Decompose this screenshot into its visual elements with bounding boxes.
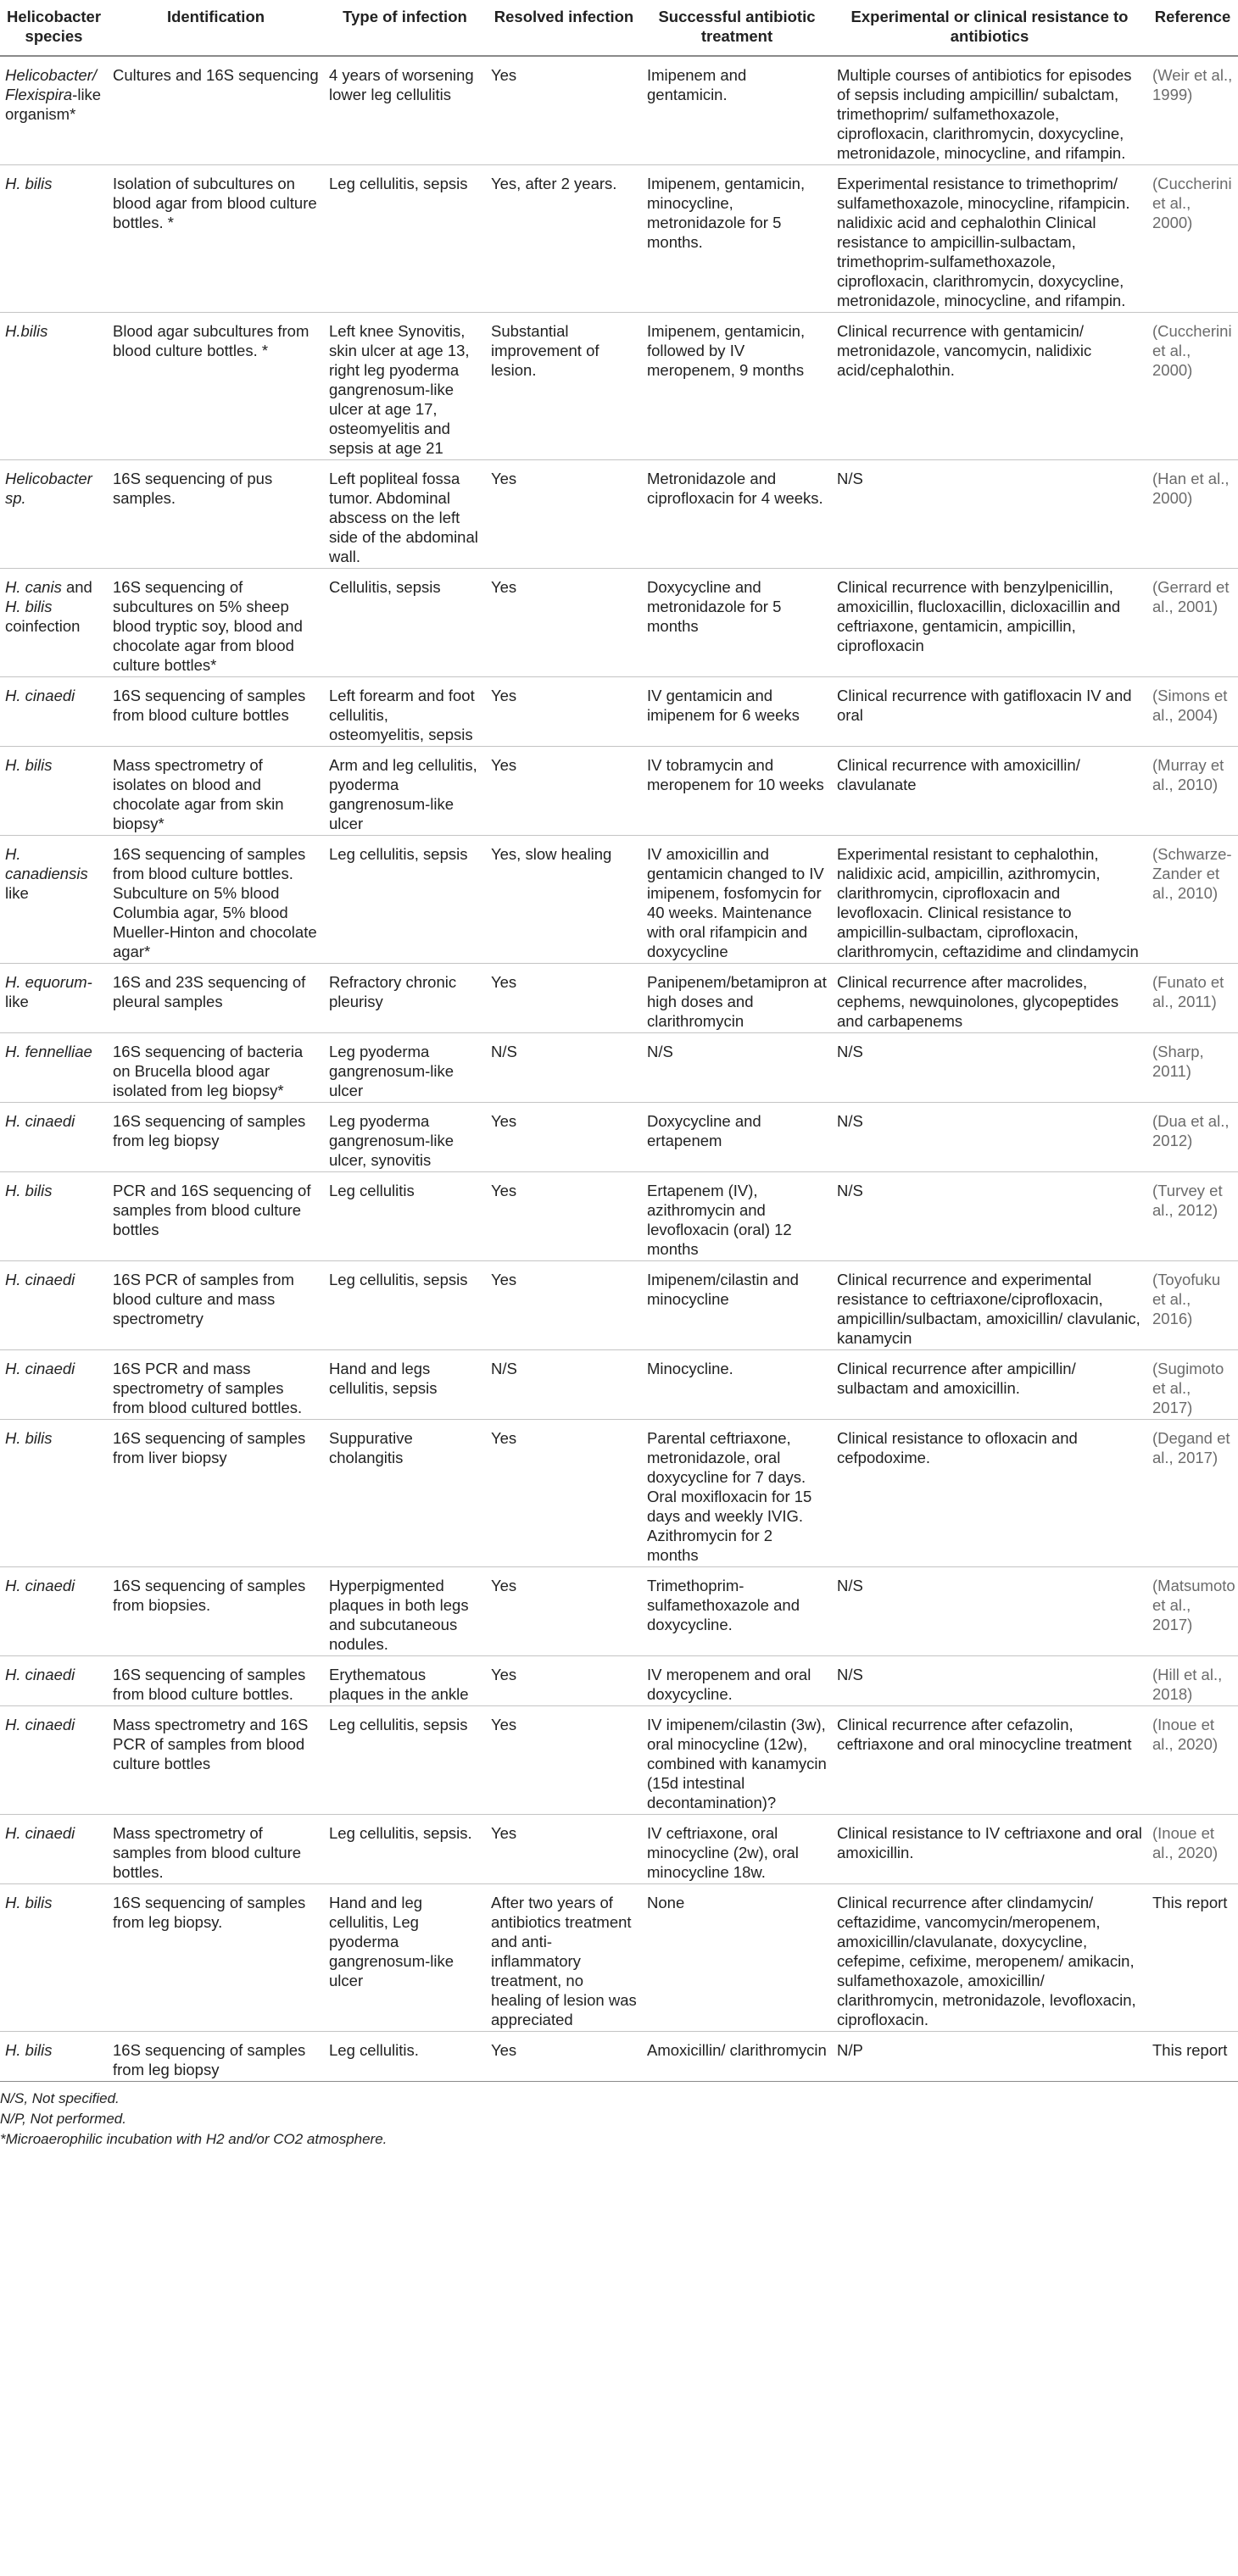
cell-species: H. canis and H. bilis coinfection: [0, 569, 108, 677]
cell-reference: (Schwarze-Zander et al., 2010): [1147, 836, 1238, 964]
cell-resistance: N/S: [832, 1033, 1147, 1103]
header-treatment: Successful antibiotic treatment: [642, 0, 832, 56]
cell-resistance: Clinical resistance to IV ceftriaxone and oral amoxicillin.: [832, 1815, 1147, 1884]
cell-resistance: N/P: [832, 2032, 1147, 2082]
table-row: [0, 569, 1238, 677]
cell-species: H. cinaedi: [0, 1350, 108, 1420]
cell-identification: 16S PCR of samples from blood culture and mass spectrometry: [108, 1261, 324, 1350]
table-row: [0, 313, 1238, 460]
cell-resolved: Yes: [486, 1172, 642, 1261]
cell-identification: 16S sequencing of samples from biopsies.: [108, 1567, 324, 1656]
cell-reference: (Han et al., 2000): [1147, 460, 1238, 569]
cell-treatment: Amoxicillin/ clarithromycin: [642, 2032, 832, 2082]
cell-species: H. equorum-like: [0, 964, 108, 1033]
cell-resolved: Yes: [486, 460, 642, 569]
table-row: [0, 964, 1238, 1033]
cell-infection: Leg cellulitis: [324, 1172, 486, 1261]
table-row: [0, 1103, 1238, 1172]
cell-infection: Leg cellulitis.: [324, 2032, 486, 2082]
cell-species: H. cinaedi: [0, 1103, 108, 1172]
cell-infection: Left popliteal fossa tumor. Abdominal abscess on the left side of the abdominal wall.: [324, 460, 486, 569]
header-resolved: Resolved infection: [486, 0, 642, 56]
cell-treatment: IV amoxicillin and gentamicin changed to IV imipenem, fosfomycin for 40 weeks. Maintenance with oral rifampicin and doxycycline: [642, 836, 832, 964]
cell-infection: Erythematous plaques in the ankle: [324, 1656, 486, 1706]
table-row: [0, 1815, 1238, 1884]
cell-identification: Mass spectrometry and 16S PCR of samples from blood culture bottles: [108, 1706, 324, 1815]
table-row: [0, 1420, 1238, 1567]
cell-identification: 16S sequencing of samples from leg biopsy: [108, 1103, 324, 1172]
cell-reference: (Cuccherini et al., 2000): [1147, 165, 1238, 313]
cell-treatment: Imipenem, gentamicin, minocycline, metronidazole for 5 months.: [642, 165, 832, 313]
cell-identification: 16S sequencing of samples from leg biopsy.: [108, 1884, 324, 2032]
cell-resolved: Yes: [486, 1567, 642, 1656]
table-row: [0, 1261, 1238, 1350]
table-row: [0, 1656, 1238, 1706]
cell-reference: (Inoue et al., 2020): [1147, 1815, 1238, 1884]
cell-identification: 16S sequencing of bacteria on Brucella blood agar isolated from leg biopsy*: [108, 1033, 324, 1103]
cell-treatment: Imipenem and gentamicin.: [642, 56, 832, 165]
cell-identification: Blood agar subcultures from blood culture bottles. *: [108, 313, 324, 460]
cell-resistance: Clinical recurrence with gentamicin/ metronidazole, vancomycin, nalidixic acid/cephalothin.: [832, 313, 1147, 460]
cell-treatment: Doxycycline and ertapenem: [642, 1103, 832, 1172]
cell-resistance: Clinical recurrence with gatifloxacin IV and oral: [832, 677, 1147, 747]
cell-treatment: Ertapenem (IV), azithromycin and levofloxacin (oral) 12 months: [642, 1172, 832, 1261]
cell-identification: PCR and 16S sequencing of samples from blood culture bottles: [108, 1172, 324, 1261]
cell-resolved: Yes: [486, 1656, 642, 1706]
cell-reference: This report: [1147, 2032, 1238, 2082]
cell-species: H. canadiensis like: [0, 836, 108, 964]
cell-resistance: Clinical recurrence with amoxicillin/ clavulanate: [832, 747, 1147, 836]
table-row: [0, 460, 1238, 569]
cell-reference: (Funato et al., 2011): [1147, 964, 1238, 1033]
cell-resistance: Experimental resistance to trimethoprim/ sulfamethoxazole, minocycline, rifampicin. nalidixic acid and cephalothin Clinical resistance to ampicillin-sulbactam, trimethoprim-sulfamethoxazole, ciprofloxacin, clarithromycin, doxycycline, metronidazole, minocycline, and rifampin.: [832, 165, 1147, 313]
cell-resolved: Yes: [486, 747, 642, 836]
cell-reference: (Toyofuku et al., 2016): [1147, 1261, 1238, 1350]
table-row: [0, 1567, 1238, 1656]
cell-infection: Leg cellulitis, sepsis: [324, 165, 486, 313]
header-resistance: Experimental or clinical resistance to antibiotics: [832, 0, 1147, 56]
table-row: [0, 677, 1238, 747]
cell-resistance: N/S: [832, 1103, 1147, 1172]
cell-resistance: Clinical recurrence after macrolides, cephems, newquinolones, glycopeptides and carbapenems: [832, 964, 1147, 1033]
cell-resistance: N/S: [832, 1567, 1147, 1656]
cell-resistance: N/S: [832, 1656, 1147, 1706]
cell-infection: Refractory chronic pleurisy: [324, 964, 486, 1033]
cell-species: H. bilis: [0, 1420, 108, 1567]
cell-identification: Isolation of subcultures on blood agar from blood culture bottles. *: [108, 165, 324, 313]
table-row: [0, 836, 1238, 964]
cell-infection: Leg cellulitis, sepsis.: [324, 1815, 486, 1884]
cell-infection: Leg cellulitis, sepsis: [324, 1261, 486, 1350]
cell-species: H. cinaedi: [0, 1656, 108, 1706]
cell-resistance: Clinical recurrence after clindamycin/ ceftazidime, vancomycin/meropenem, amoxicillin/clavulanate, doxycycline, cefepime, cefixime, meropenem/ amikacin, sulfamethoxazole, amoxicillin/ clarithromycin, metronidazole, levofloxacin, ciprofloxacin.: [832, 1884, 1147, 2032]
cell-resolved: Yes, after 2 years.: [486, 165, 642, 313]
cell-reference: (Sharp, 2011): [1147, 1033, 1238, 1103]
cell-infection: Left knee Synovitis, skin ulcer at age 13, right leg pyoderma gangrenosum-like ulcer at age 17, osteomyelitis and sepsis at age 21: [324, 313, 486, 460]
cell-species: H. cinaedi: [0, 1706, 108, 1815]
table-row: [0, 1350, 1238, 1420]
cell-species: H. cinaedi: [0, 1261, 108, 1350]
cell-reference: (Simons et al., 2004): [1147, 677, 1238, 747]
cell-species: H. bilis: [0, 747, 108, 836]
cell-resolved: Yes: [486, 1103, 642, 1172]
cell-identification: 16S and 23S sequencing of pleural samples: [108, 964, 324, 1033]
cell-reference: (Degand et al., 2017): [1147, 1420, 1238, 1567]
table-row: [0, 1706, 1238, 1815]
cell-resistance: Clinical recurrence with benzylpenicillin, amoxicillin, flucloxacillin, dicloxacillin and ceftriaxone, gentamicin, ampicillin, ciprofloxacin: [832, 569, 1147, 677]
cell-treatment: Metronidazole and ciprofloxacin for 4 weeks.: [642, 460, 832, 569]
table-row: [0, 56, 1238, 165]
cell-resolved: After two years of antibiotics treatment and anti-inflammatory treatment, no healing of lesion was appreciated: [486, 1884, 642, 2032]
cell-infection: Hand and legs cellulitis, sepsis: [324, 1350, 486, 1420]
cell-infection: Leg pyoderma gangrenosum-like ulcer, synovitis: [324, 1103, 486, 1172]
table-row: [0, 2032, 1238, 2082]
cell-resolved: N/S: [486, 1033, 642, 1103]
cell-resolved: Yes: [486, 2032, 642, 2082]
cell-infection: Arm and leg cellulitis, pyoderma gangrenosum-like ulcer: [324, 747, 486, 836]
cell-treatment: IV ceftriaxone, oral minocycline (2w), oral minocycline 18w.: [642, 1815, 832, 1884]
cell-resistance: Clinical recurrence after cefazolin, ceftriaxone and oral minocycline treatment: [832, 1706, 1147, 1815]
cell-treatment: Doxycycline and metronidazole for 5 months: [642, 569, 832, 677]
table-row: [0, 1172, 1238, 1261]
cell-treatment: Trimethoprim-sulfamethoxazole and doxycycline.: [642, 1567, 832, 1656]
cell-resistance: Multiple courses of antibiotics for episodes of sepsis including ampicillin/ subalctam, trimethoprim/ sulfamethoxazole, ciprofloxacin, clarithromycin, doxycycline, metronidazole, minocycline, and rifampin.: [832, 56, 1147, 165]
cell-reference: (Matsumoto et al., 2017): [1147, 1567, 1238, 1656]
cell-treatment: IV meropenem and oral doxycycline.: [642, 1656, 832, 1706]
cell-species: H.bilis: [0, 313, 108, 460]
cell-treatment: N/S: [642, 1033, 832, 1103]
cell-reference: (Hill et al., 2018): [1147, 1656, 1238, 1706]
cell-identification: Mass spectrometry of samples from blood culture bottles.: [108, 1815, 324, 1884]
cell-infection: Leg cellulitis, sepsis: [324, 1706, 486, 1815]
cell-treatment: None: [642, 1884, 832, 2032]
table-body: [0, 56, 1238, 2082]
cell-infection: 4 years of worsening lower leg cellulitis: [324, 56, 486, 165]
cell-species: Helicobacter sp.: [0, 460, 108, 569]
cell-species: H. bilis: [0, 165, 108, 313]
cell-resolved: Yes: [486, 1706, 642, 1815]
cell-resolved: Yes: [486, 1815, 642, 1884]
header-infection: Type of infection: [324, 0, 486, 56]
cell-infection: Cellulitis, sepsis: [324, 569, 486, 677]
cell-species: H. cinaedi: [0, 1815, 108, 1884]
cell-species: H. cinaedi: [0, 1567, 108, 1656]
cell-resolved: Substantial improvement of lesion.: [486, 313, 642, 460]
cell-treatment: Parental ceftriaxone, metronidazole, oral doxycycline for 7 days. Oral moxifloxacin for 15 days and weekly IVIG. Azithromycin for 2 months: [642, 1420, 832, 1567]
cell-reference: (Cuccherini et al., 2000): [1147, 313, 1238, 460]
cell-identification: 16S sequencing of samples from liver biopsy: [108, 1420, 324, 1567]
cell-identification: Cultures and 16S sequencing: [108, 56, 324, 165]
cell-infection: Leg pyoderma gangrenosum-like ulcer: [324, 1033, 486, 1103]
cell-species: H. fennelliae: [0, 1033, 108, 1103]
cell-reference: (Dua et al., 2012): [1147, 1103, 1238, 1172]
cell-treatment: IV tobramycin and meropenem for 10 weeks: [642, 747, 832, 836]
cell-identification: 16S sequencing of samples from blood culture bottles. Subculture on 5% blood Columbia agar, 5% blood Mueller-Hinton and chocolate agar*: [108, 836, 324, 964]
table-row: [0, 1033, 1238, 1103]
cell-resolved: Yes: [486, 569, 642, 677]
footnotes: [0, 2082, 1238, 2150]
table-row: [0, 747, 1238, 836]
cell-resolved: Yes: [486, 964, 642, 1033]
cell-treatment: IV gentamicin and imipenem for 6 weeks: [642, 677, 832, 747]
cell-identification: 16S PCR and mass spectrometry of samples from blood cultured bottles.: [108, 1350, 324, 1420]
footnote-ns: N/S, Not specified.: [0, 2090, 120, 2106]
cell-resistance: N/S: [832, 1172, 1147, 1261]
cell-identification: 16S sequencing of pus samples.: [108, 460, 324, 569]
table-row: [0, 165, 1238, 313]
cell-reference: (Weir et al., 1999): [1147, 56, 1238, 165]
cell-species: H. bilis: [0, 2032, 108, 2082]
footnote-microaerophilic: *Microaerophilic incubation with H2 and/or CO2 atmosphere.: [0, 2131, 388, 2147]
cell-resolved: Yes, slow healing: [486, 836, 642, 964]
cell-species: Helicobacter/ Flexispira-like organism*: [0, 56, 108, 165]
cell-infection: Hyperpigmented plaques in both legs and subcutaneous nodules.: [324, 1567, 486, 1656]
cell-identification: 16S sequencing of samples from leg biopsy: [108, 2032, 324, 2082]
cell-treatment: Minocycline.: [642, 1350, 832, 1420]
cell-reference: (Gerrard et al., 2001): [1147, 569, 1238, 677]
cell-infection: Leg cellulitis, sepsis: [324, 836, 486, 964]
cell-resolved: Yes: [486, 56, 642, 165]
header-row: [0, 0, 1238, 56]
cell-infection: Hand and leg cellulitis, Leg pyoderma gangrenosum-like ulcer: [324, 1884, 486, 2032]
cell-resolved: Yes: [486, 1261, 642, 1350]
cell-identification: 16S sequencing of samples from blood culture bottles.: [108, 1656, 324, 1706]
cell-identification: 16S sequencing of subcultures on 5% sheep blood tryptic soy, blood and chocolate agar from blood culture bottles*: [108, 569, 324, 677]
cell-species: H. cinaedi: [0, 677, 108, 747]
cell-resolved: N/S: [486, 1350, 642, 1420]
cell-treatment: Imipenem, gentamicin, followed by IV meropenem, 9 months: [642, 313, 832, 460]
header-identification: Identification: [108, 0, 324, 56]
cell-resolved: Yes: [486, 1420, 642, 1567]
cell-reference: (Murray et al., 2010): [1147, 747, 1238, 836]
cell-reference: This report: [1147, 1884, 1238, 2032]
table-header: [0, 0, 1238, 56]
cell-identification: 16S sequencing of samples from blood culture bottles: [108, 677, 324, 747]
header-reference: Reference: [1147, 0, 1238, 56]
cell-resistance: Experimental resistant to cephalothin, nalidixic acid, ampicillin, azithromycin, clarithromycin, ciprofloxacin and levofloxacin. Clinical resistance to ampicillin-sulbactam, ciprofloxacin, clarithromycin, ceftazidime and clindamycin: [832, 836, 1147, 964]
cell-resistance: Clinical recurrence after ampicillin/ sulbactam and amoxicillin.: [832, 1350, 1147, 1420]
cell-resistance: N/S: [832, 460, 1147, 569]
cell-infection: Left forearm and foot cellulitis, osteomyelitis, sepsis: [324, 677, 486, 747]
cell-species: H. bilis: [0, 1884, 108, 2032]
footnote-np: N/P, Not performed.: [0, 2111, 126, 2127]
cell-reference: (Turvey et al., 2012): [1147, 1172, 1238, 1261]
cell-reference: (Inoue et al., 2020): [1147, 1706, 1238, 1815]
table-row: [0, 1884, 1238, 2032]
cell-resolved: Yes: [486, 677, 642, 747]
header-species: Helicobacter species: [0, 0, 108, 56]
cell-resistance: Clinical resistance to ofloxacin and cefpodoxime.: [832, 1420, 1147, 1567]
cell-treatment: Panipenem/betamipron at high doses and clarithromycin: [642, 964, 832, 1033]
cell-species: H. bilis: [0, 1172, 108, 1261]
cell-resistance: Clinical recurrence and experimental resistance to ceftriaxone/ciprofloxacin, ampicillin/sulbactam, amoxicillin/ clavulanic, kanamycin: [832, 1261, 1147, 1350]
cell-identification: Mass spectrometry of isolates on blood and chocolate agar from skin biopsy*: [108, 747, 324, 836]
cell-treatment: Imipenem/cilastin and minocycline: [642, 1261, 832, 1350]
cell-infection: Suppurative cholangitis: [324, 1420, 486, 1567]
cell-treatment: IV imipenem/cilastin (3w), oral minocycline (12w), combined with kanamycin (15d intestinal decontamination)?: [642, 1706, 832, 1815]
cell-reference: (Sugimoto et al., 2017): [1147, 1350, 1238, 1420]
